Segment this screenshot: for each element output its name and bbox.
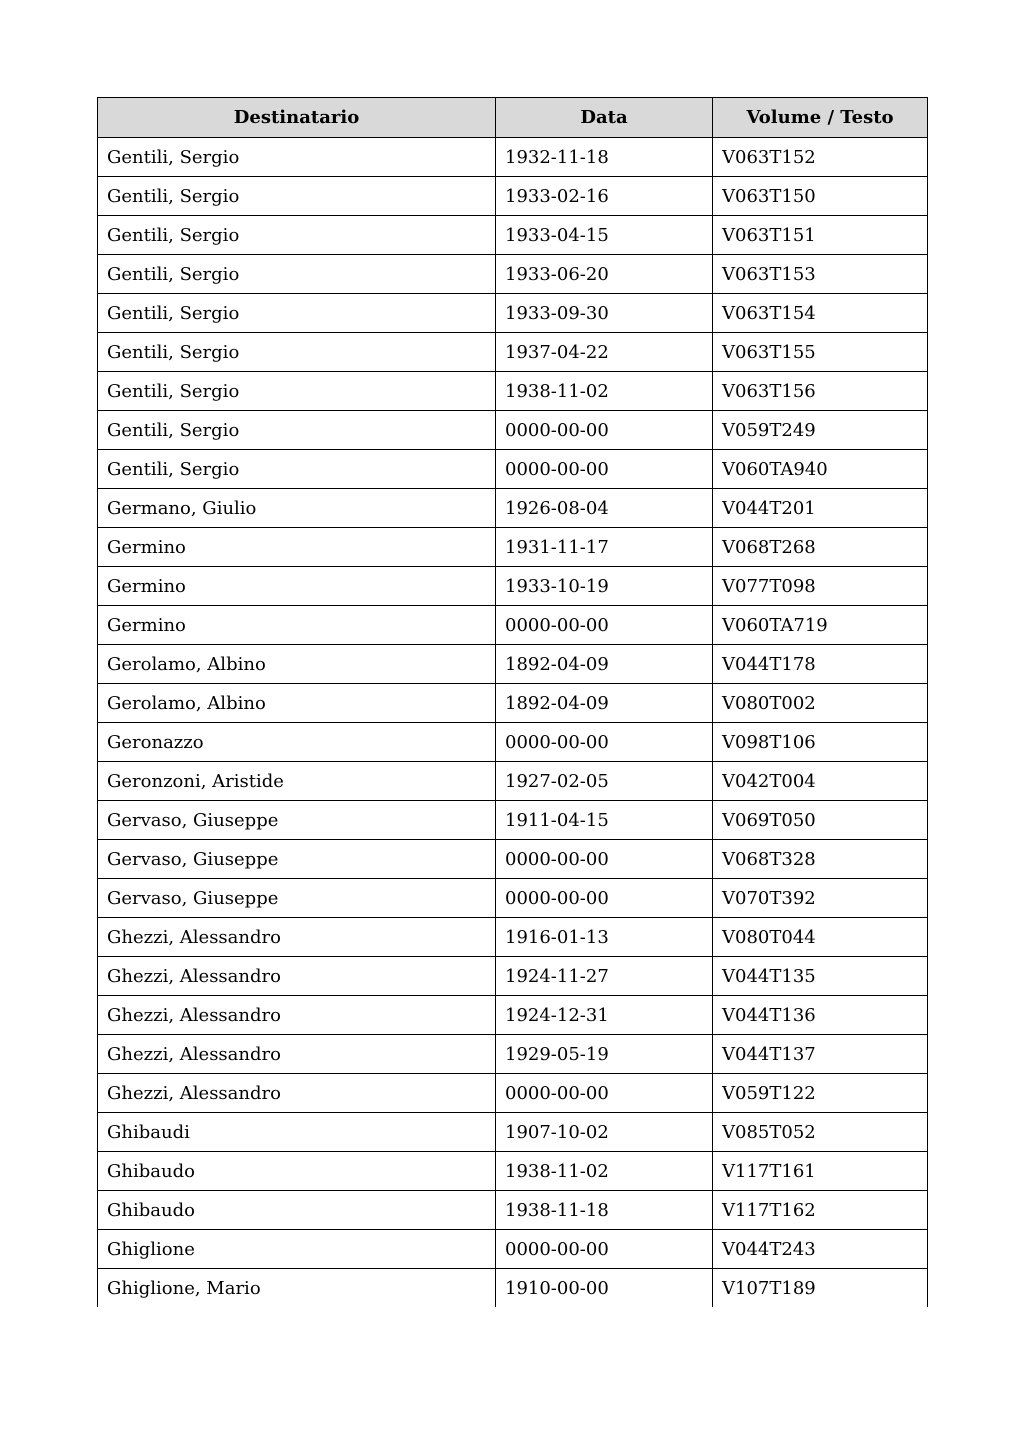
cell-data: 1938-11-02: [496, 372, 713, 411]
cell-data: 1933-04-15: [496, 216, 713, 255]
table-row: [98, 567, 928, 606]
cell-destinatario: Germino: [98, 606, 496, 645]
cell-destinatario: Gentili, Sergio: [98, 372, 496, 411]
cell-volume-testo: V042T004: [713, 762, 928, 801]
cell-volume-testo: V063T150: [713, 177, 928, 216]
table-row: [98, 177, 928, 216]
cell-destinatario: Gentili, Sergio: [98, 411, 496, 450]
table-row: [98, 528, 928, 567]
cell-volume-testo: V063T156: [713, 372, 928, 411]
table-row: [98, 1113, 928, 1152]
cell-data: 1932-11-18: [496, 138, 713, 177]
cell-destinatario: Gentili, Sergio: [98, 333, 496, 372]
cell-destinatario: Gentili, Sergio: [98, 450, 496, 489]
cell-destinatario: Gentili, Sergio: [98, 216, 496, 255]
table-row: [98, 840, 928, 879]
table-row: [98, 645, 928, 684]
cell-data: 0000-00-00: [496, 606, 713, 645]
cell-destinatario: Germino: [98, 528, 496, 567]
cell-volume-testo: V080T002: [713, 684, 928, 723]
table-row: [98, 918, 928, 957]
table-row: [98, 606, 928, 645]
cell-destinatario: Gentili, Sergio: [98, 177, 496, 216]
table-row: [98, 1191, 928, 1230]
cell-destinatario: Ghezzi, Alessandro: [98, 1035, 496, 1074]
cell-data: 1933-02-16: [496, 177, 713, 216]
table-row: [98, 723, 928, 762]
cell-destinatario: Ghiglione, Mario: [98, 1269, 496, 1308]
table-row: [98, 333, 928, 372]
table-row: [98, 294, 928, 333]
table-row: [98, 1152, 928, 1191]
cell-destinatario: Geronazzo: [98, 723, 496, 762]
cell-data: 1927-02-05: [496, 762, 713, 801]
cell-data: 0000-00-00: [496, 411, 713, 450]
cell-data: 1938-11-18: [496, 1191, 713, 1230]
header-volume-testo: Volume / Testo: [713, 98, 928, 138]
cell-volume-testo: V085T052: [713, 1113, 928, 1152]
cell-data: 1911-04-15: [496, 801, 713, 840]
cell-volume-testo: V069T050: [713, 801, 928, 840]
cell-data: 0000-00-00: [496, 1074, 713, 1113]
cell-data: 1929-05-19: [496, 1035, 713, 1074]
cell-volume-testo: V044T137: [713, 1035, 928, 1074]
cell-destinatario: Ghezzi, Alessandro: [98, 957, 496, 996]
cell-volume-testo: V044T178: [713, 645, 928, 684]
cell-destinatario: Germano, Giulio: [98, 489, 496, 528]
cell-destinatario: Ghibaudo: [98, 1152, 496, 1191]
table-row: [98, 879, 928, 918]
correspondence-table: [97, 97, 928, 1307]
cell-volume-testo: V068T268: [713, 528, 928, 567]
cell-destinatario: Gentili, Sergio: [98, 255, 496, 294]
cell-data: 1910-00-00: [496, 1269, 713, 1308]
cell-data: 1933-06-20: [496, 255, 713, 294]
cell-volume-testo: V068T328: [713, 840, 928, 879]
table-header: [98, 98, 928, 138]
table-row: [98, 1074, 928, 1113]
table-row: [98, 1269, 928, 1308]
cell-volume-testo: V063T155: [713, 333, 928, 372]
cell-destinatario: Gervaso, Giuseppe: [98, 879, 496, 918]
table-row: [98, 216, 928, 255]
cell-destinatario: Gervaso, Giuseppe: [98, 840, 496, 879]
cell-destinatario: Ghibaudo: [98, 1191, 496, 1230]
cell-volume-testo: V063T153: [713, 255, 928, 294]
cell-data: 1924-12-31: [496, 996, 713, 1035]
cell-destinatario: Ghezzi, Alessandro: [98, 918, 496, 957]
cell-volume-testo: V044T201: [713, 489, 928, 528]
cell-data: 1892-04-09: [496, 645, 713, 684]
cell-volume-testo: V117T162: [713, 1191, 928, 1230]
cell-volume-testo: V063T154: [713, 294, 928, 333]
table-row: [98, 1035, 928, 1074]
cell-data: 0000-00-00: [496, 1230, 713, 1269]
cell-destinatario: Gervaso, Giuseppe: [98, 801, 496, 840]
cell-volume-testo: V070T392: [713, 879, 928, 918]
header-row: [98, 98, 928, 138]
cell-volume-testo: V060TA719: [713, 606, 928, 645]
cell-data: 1926-08-04: [496, 489, 713, 528]
cell-volume-testo: V063T151: [713, 216, 928, 255]
cell-data: 0000-00-00: [496, 840, 713, 879]
cell-volume-testo: V060TA940: [713, 450, 928, 489]
header-destinatario: Destinatario: [98, 98, 496, 138]
table-row: [98, 411, 928, 450]
cell-volume-testo: V059T122: [713, 1074, 928, 1113]
table-row: [98, 372, 928, 411]
table-row: [98, 996, 928, 1035]
cell-destinatario: Gerolamo, Albino: [98, 684, 496, 723]
table-row: [98, 1230, 928, 1269]
cell-data: 0000-00-00: [496, 723, 713, 762]
cell-volume-testo: V044T135: [713, 957, 928, 996]
cell-destinatario: Germino: [98, 567, 496, 606]
table-row: [98, 255, 928, 294]
cell-data: 1916-01-13: [496, 918, 713, 957]
cell-volume-testo: V080T044: [713, 918, 928, 957]
cell-volume-testo: V117T161: [713, 1152, 928, 1191]
cell-data: 1937-04-22: [496, 333, 713, 372]
table-row: [98, 762, 928, 801]
cell-data: 1892-04-09: [496, 684, 713, 723]
cell-volume-testo: V044T243: [713, 1230, 928, 1269]
cell-volume-testo: V098T106: [713, 723, 928, 762]
cell-destinatario: Gerolamo, Albino: [98, 645, 496, 684]
cell-data: 1924-11-27: [496, 957, 713, 996]
cell-data: 1933-10-19: [496, 567, 713, 606]
cell-data: 1933-09-30: [496, 294, 713, 333]
header-data: Data: [496, 98, 713, 138]
cell-destinatario: Ghezzi, Alessandro: [98, 1074, 496, 1113]
table-row: [98, 957, 928, 996]
table-row: [98, 801, 928, 840]
cell-volume-testo: V107T189: [713, 1269, 928, 1308]
cell-data: 0000-00-00: [496, 879, 713, 918]
cell-destinatario: Gentili, Sergio: [98, 138, 496, 177]
cell-volume-testo: V077T098: [713, 567, 928, 606]
cell-data: 0000-00-00: [496, 450, 713, 489]
cell-destinatario: Ghezzi, Alessandro: [98, 996, 496, 1035]
cell-volume-testo: V063T152: [713, 138, 928, 177]
cell-destinatario: Geronzoni, Aristide: [98, 762, 496, 801]
cell-volume-testo: V044T136: [713, 996, 928, 1035]
table-row: [98, 684, 928, 723]
cell-volume-testo: V059T249: [713, 411, 928, 450]
table-row: [98, 489, 928, 528]
table-row: [98, 138, 928, 177]
table-row: [98, 450, 928, 489]
table-body: [98, 138, 928, 1308]
cell-destinatario: Ghibaudi: [98, 1113, 496, 1152]
cell-destinatario: Gentili, Sergio: [98, 294, 496, 333]
cell-data: 1931-11-17: [496, 528, 713, 567]
cell-destinatario: Ghiglione: [98, 1230, 496, 1269]
cell-data: 1938-11-02: [496, 1152, 713, 1191]
cell-data: 1907-10-02: [496, 1113, 713, 1152]
